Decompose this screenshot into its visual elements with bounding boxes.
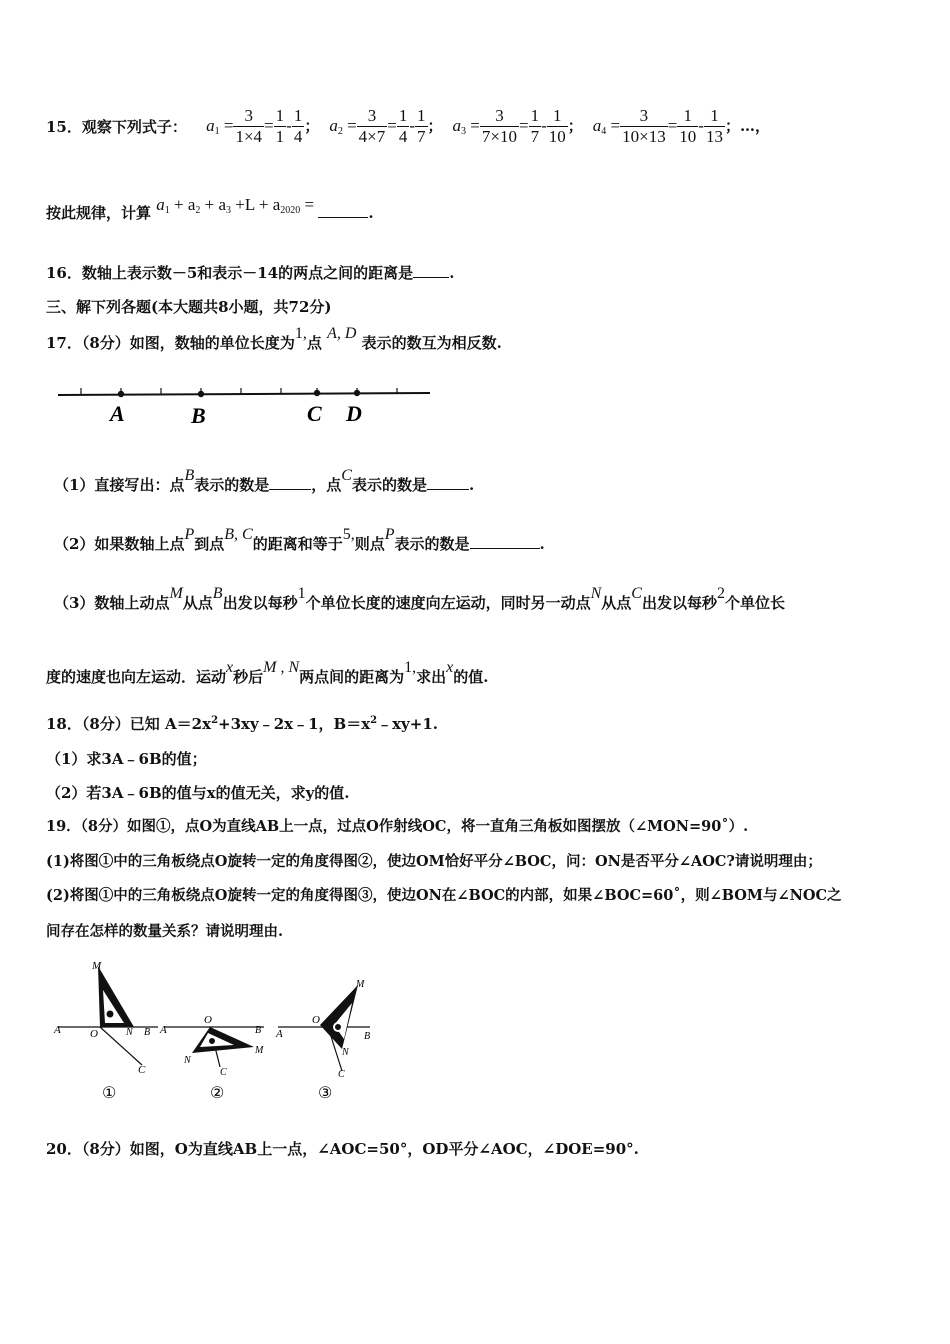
svg-text:O: O [204, 1014, 212, 1026]
q17-part3-cont: 度的速度也向左运动．运动x秒后M , N两点间的距离为1,求出x的值. [46, 659, 489, 686]
svg-text:②: ② [210, 1085, 225, 1102]
point-b [198, 391, 204, 397]
answer-blank [470, 534, 540, 549]
svg-text:A: A [276, 1028, 283, 1040]
svg-text:①: ① [102, 1085, 117, 1102]
number-line-figure [50, 375, 440, 430]
svg-text:B: B [255, 1025, 262, 1036]
formula-a1: $a_1$ = $\frac{3}{1\times 4}$ = $\frac{1}{1}$ - $\frac{1}{4}$ ； [206, 106, 320, 146]
q17-part3: （3）数轴上动点M从点B出发以每秒1个单位长度的速度向左运动，同时另一动点N从点C出发以每秒2个单位长 [54, 585, 785, 612]
q15-prompt: 按此规律，计算 [46, 204, 152, 222]
figure-3 [275, 979, 370, 1102]
svg-text:B: B [364, 1031, 371, 1042]
svg-text:M: M [356, 979, 365, 990]
svg-text:N: N [342, 1047, 349, 1058]
svg-text:N: N [126, 1027, 133, 1038]
axis-line [58, 393, 430, 395]
q19-part1: (1)将图①中的三角板绕点O旋转一定的角度得图②，使边OM恰好平分∠BOC，问：ON是否平分∠AOC?请说明理由； [46, 853, 822, 870]
q17-part1: （1）直接写出：点B表示的数是 ，点C表示的数是 . [54, 467, 475, 494]
q15-formulas [192, 106, 770, 146]
q19-figures [50, 955, 390, 1105]
svg-text:C: C [138, 1064, 146, 1076]
point-a [118, 391, 124, 397]
svg-text:M: M [92, 960, 102, 972]
formula-a2: $a_2$ = $\frac{3}{4\times 7}$ = $\frac{1}{4}$ - $\frac{1}{7}$ ； [329, 106, 443, 146]
svg-text:A: A [54, 1024, 61, 1036]
q18-part2: （2）若3A﹣6B的值与x的值无关，求y的值. [46, 784, 350, 802]
q17-line: 17．（8分）如图，数轴的单位长度为1,点 A, D 表示的数互为相反数. [46, 325, 502, 352]
section-heading [46, 296, 332, 317]
q20-line: 20．（8分）如图，O为直线AB上一点，∠AOC=50°，OD平分∠AOC，∠DOE=90°. [46, 1140, 639, 1158]
q18-line: 18．（8分）已知 $A=2x^2+3xy﹣2x﹣1$，$B=x^2﹣xy+1$. [46, 715, 438, 733]
section-text: 三、解下列各题(本大题共8小题，共72分) [46, 298, 332, 316]
svg-text:M: M [255, 1045, 264, 1056]
formula-a4: $a_4$ = $\frac{3}{10\times 13}$ = $\frac{1}{10}$ - $\frac{1}{13}$ ；…， [592, 106, 770, 146]
svg-text:N: N [184, 1055, 191, 1066]
q16-line: 16．数轴上表示数－5和表示－14的两点之间的距离是 . [46, 264, 455, 282]
q18-part1: （1）求3A﹣6B的值； [46, 750, 207, 768]
label-a: A [110, 401, 125, 426]
svg-text:O: O [90, 1028, 98, 1040]
svg-text:A: A [160, 1024, 167, 1036]
q15-label: 15．观察下列式子： [46, 118, 187, 136]
svg-text:C: C [220, 1067, 227, 1078]
svg-text:③: ③ [318, 1085, 333, 1102]
q15-line2: 按此规律，计算 $a_1 + a_2 + a_3 +L + a_{2020}$ = . [46, 195, 374, 222]
svg-text:O: O [312, 1014, 320, 1026]
figure-1 [53, 960, 158, 1102]
answer-blank [269, 475, 311, 490]
q19-part2: (2)将图①中的三角板绕点O旋转一定的角度得图③，使边ON在∠BOC的内部，如果∠BOC=60˚，则∠BOM与∠NOC之 [46, 887, 842, 904]
point-d [354, 390, 360, 396]
q16-text: 16．数轴上表示数－5和表示－14的两点之间的距离是 [46, 264, 414, 282]
formula-a3: $a_3$ = $\frac{3}{7\times 10}$ = $\frac{1}{7}$ - $\frac{1}{10}$ ； [452, 106, 583, 146]
q15-line [46, 106, 770, 147]
label-d: D [346, 401, 362, 426]
label-c: C [307, 401, 322, 426]
point-c [314, 390, 320, 396]
figure-2 [159, 1014, 264, 1102]
svg-text:C: C [338, 1069, 345, 1080]
answer-blank [413, 263, 449, 278]
q17-part2: （2）如果数轴上点P到点B, C的距离和等于5,则点P表示的数是 . [54, 526, 545, 553]
q19-line: 19．（8分）如图①，点O为直线AB上一点，过点O作射线OC，将一直角三角板如图摆放（∠MON=90˚）. [46, 818, 749, 835]
sum-expression: $a_1 + a_2 + a_3 +L + a_{2020}$ = [156, 195, 315, 216]
answer-blank [427, 475, 469, 490]
svg-text:B: B [144, 1027, 151, 1038]
label-b: B [191, 403, 206, 428]
answer-blank [318, 203, 368, 218]
q19-part2-cont: 间存在怎样的数量关系？请说明理由. [46, 923, 284, 940]
